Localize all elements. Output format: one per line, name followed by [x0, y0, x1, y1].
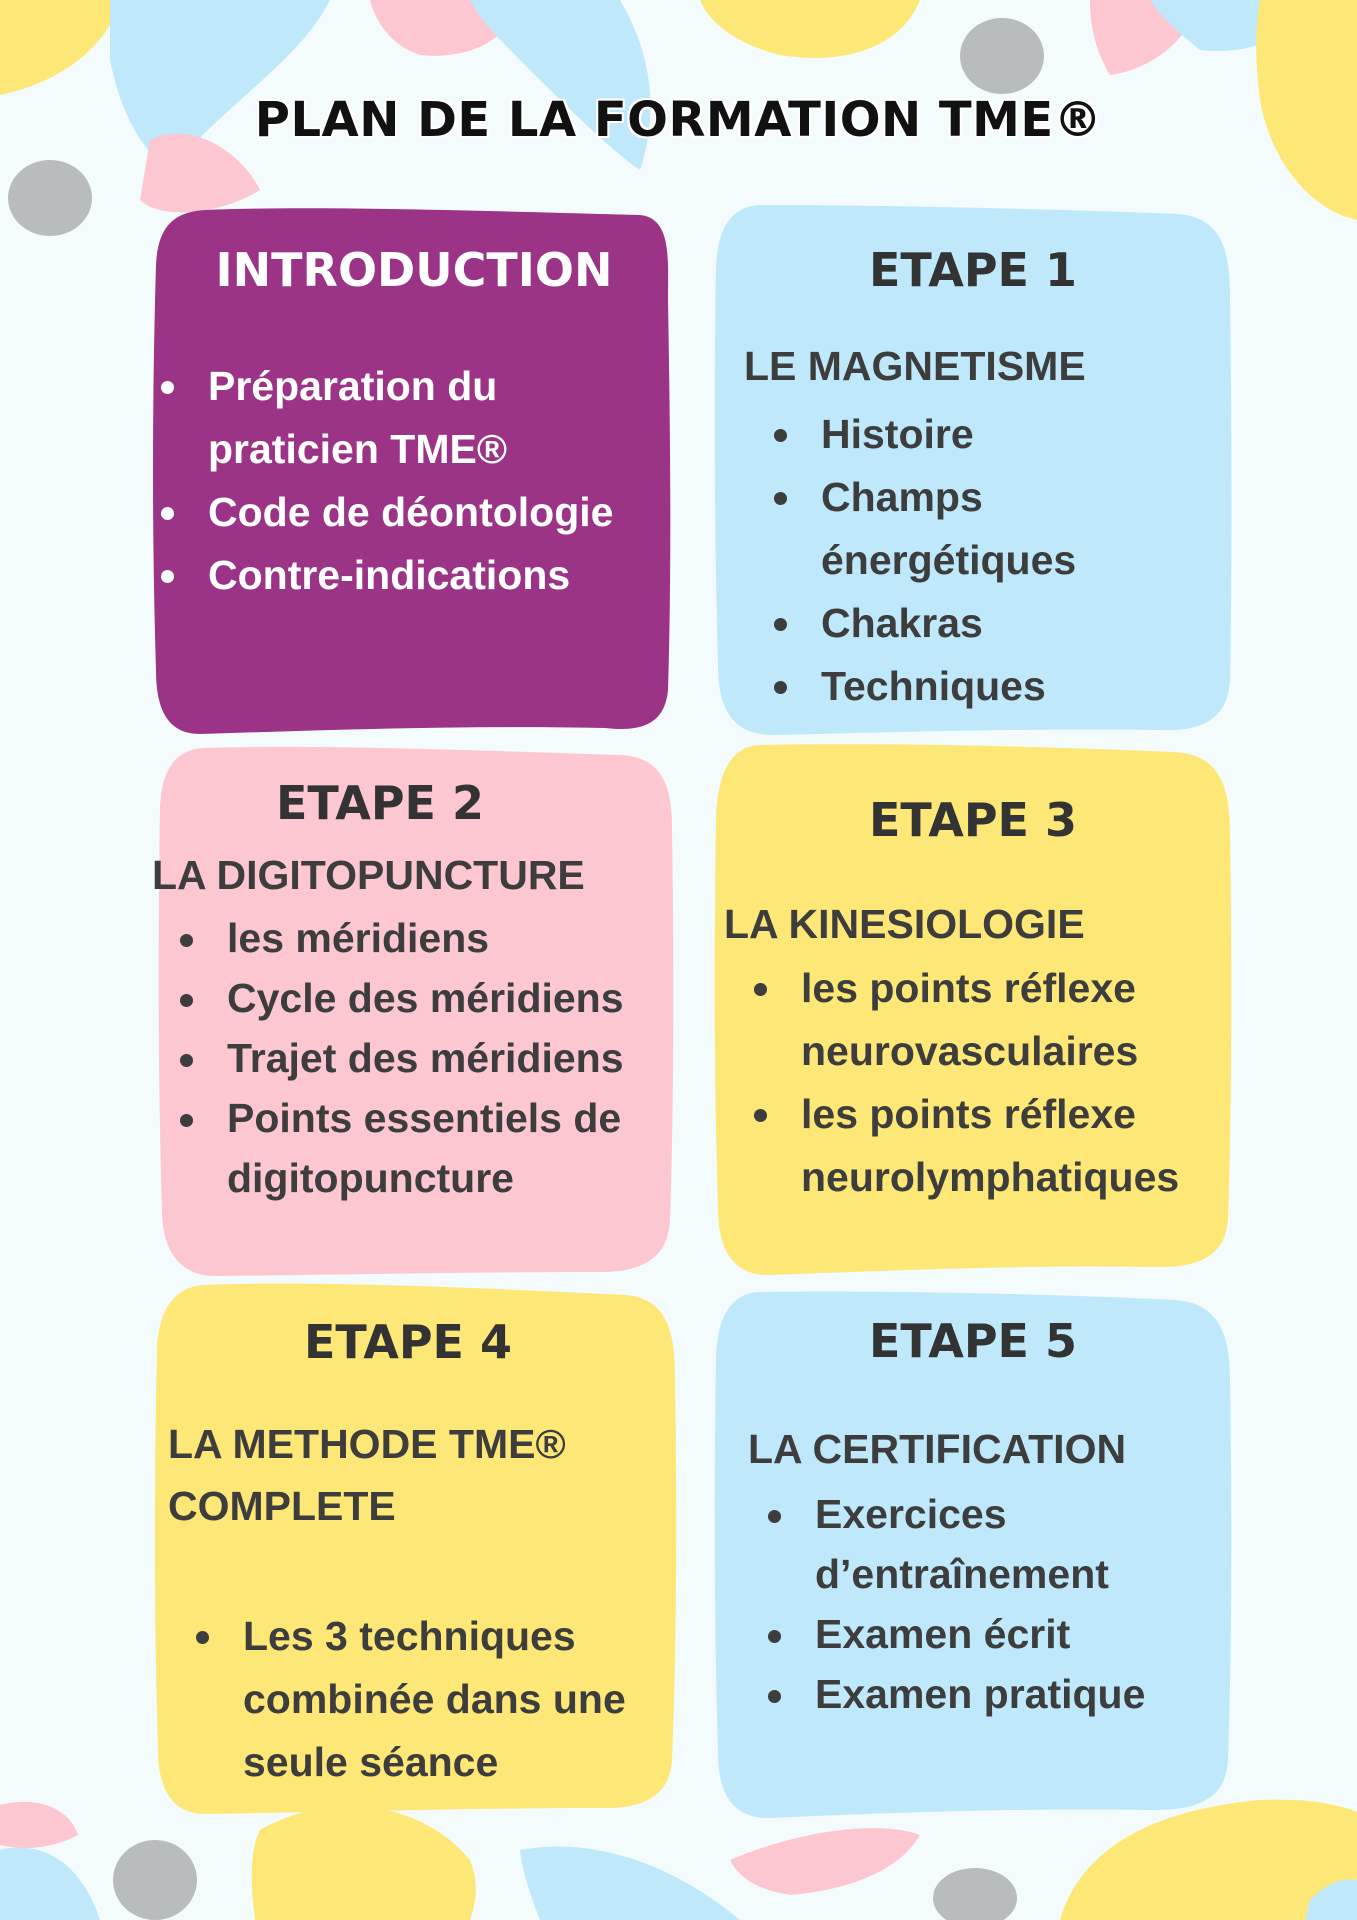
etape3-card — [716, 745, 1230, 1275]
list-item: Chakras — [766, 592, 1206, 655]
list-item: Champs énergétiques — [766, 466, 1206, 592]
etape1-card — [716, 205, 1230, 735]
etape1-subtitle: LE MAGNETISME — [744, 343, 1086, 389]
etape5-title: ETAPE 5 — [869, 1314, 1077, 1368]
etape4-card — [158, 1285, 675, 1813]
list-item: Les 3 techniques combinée dans une seule séance — [188, 1605, 668, 1794]
etape4-subtitle-line1: LA METHODE TME® — [168, 1421, 566, 1467]
list-item: Exercices d’entraînement — [760, 1484, 1220, 1604]
yellow-blob-bottom-center — [252, 1806, 476, 1920]
introduction-title: INTRODUCTION — [215, 243, 613, 297]
pink-blob-bottom-left — [0, 1802, 78, 1848]
etape5-list — [760, 1484, 1220, 1724]
yellow-blob-top-center — [700, 0, 920, 58]
list-item: Histoire — [766, 403, 1206, 466]
list-item: Préparation du praticien TME® — [153, 355, 653, 481]
etape3-list — [746, 957, 1226, 1209]
grey-dot-bottom-left — [113, 1840, 197, 1920]
list-item: les points réflexe neurolymphatiques — [746, 1083, 1226, 1209]
yellow-blob-top-left — [0, 0, 120, 95]
list-item: Trajet des méridiens — [172, 1028, 682, 1088]
etape2-title: ETAPE 2 — [276, 776, 484, 830]
list-item: les méridiens — [172, 908, 682, 968]
list-item: les points réflexe neurovasculaires — [746, 957, 1226, 1083]
grey-dot-top-center — [960, 18, 1044, 94]
etape4-title: ETAPE 4 — [304, 1315, 512, 1369]
list-item: Examen écrit — [760, 1604, 1220, 1664]
list-item: Examen pratique — [760, 1664, 1220, 1724]
list-item: Cycle des méridiens — [172, 968, 682, 1028]
etape2-list — [172, 908, 682, 1208]
grey-dot-bottom-center — [933, 1868, 1017, 1920]
etape1-title: ETAPE 1 — [869, 243, 1077, 297]
grey-dot-left — [8, 160, 92, 236]
etape2-subtitle: LA DIGITOPUNCTURE — [152, 852, 585, 898]
etape2-card — [152, 748, 672, 1276]
etape4-subtitle-line2: COMPLETE — [168, 1483, 396, 1529]
etape1-list — [766, 403, 1206, 718]
list-item: Points essentiels de digitopuncture — [172, 1088, 682, 1208]
pink-blob-bottom-center — [730, 1828, 920, 1895]
page-title: PLAN DE LA FORMATION TME® — [254, 92, 1103, 148]
blue-blob-bottom-left — [0, 1848, 100, 1920]
introduction-card — [156, 205, 672, 735]
etape4-list — [188, 1605, 668, 1794]
blue-blob-bottom-center — [520, 1846, 740, 1920]
etape5-subtitle: LA CERTIFICATION — [748, 1426, 1127, 1472]
list-item: Techniques — [766, 655, 1206, 718]
list-item: Code de déontologie — [153, 481, 653, 544]
introduction-list — [153, 355, 653, 607]
etape5-card — [716, 1292, 1230, 1818]
etape3-title: ETAPE 3 — [869, 793, 1077, 847]
list-item: Contre-indications — [153, 544, 653, 607]
etape3-subtitle: LA KINESIOLOGIE — [724, 901, 1085, 947]
